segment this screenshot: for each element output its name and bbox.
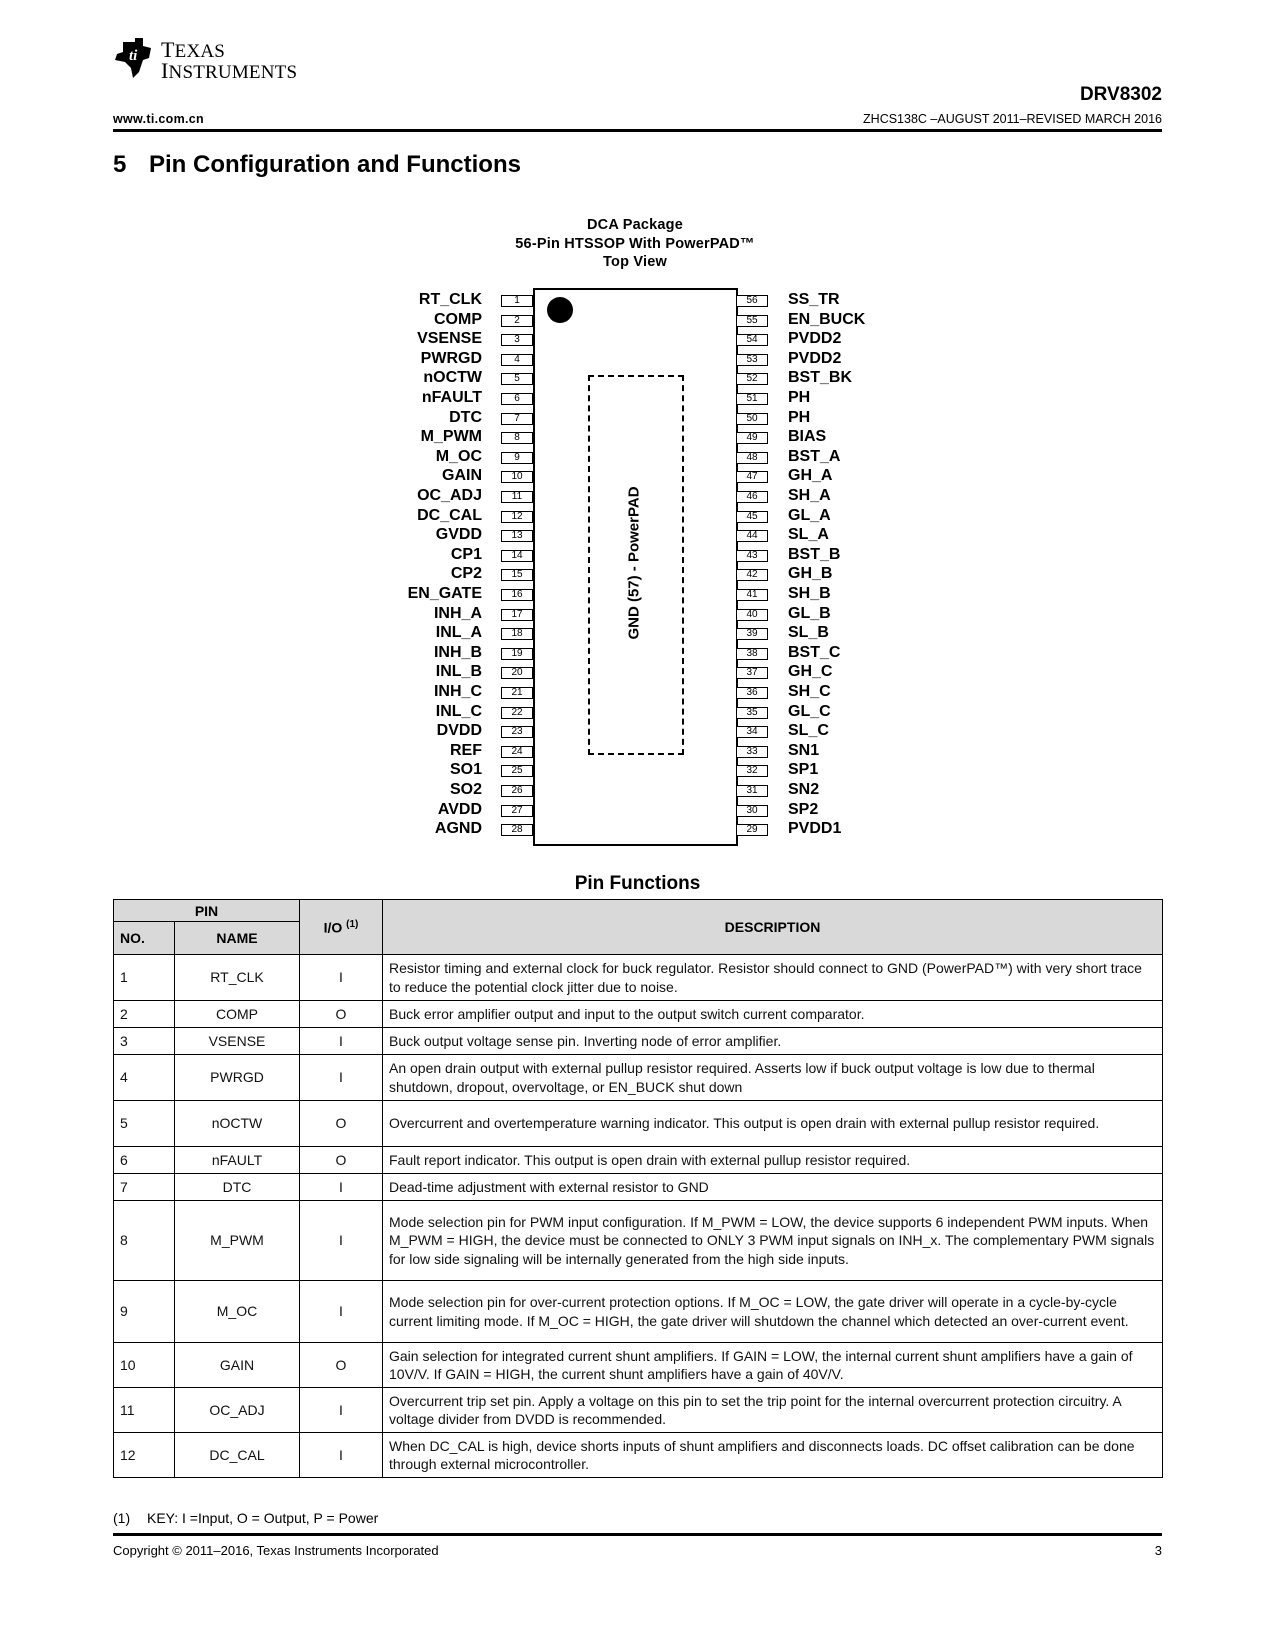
table-row [114,1055,1163,1101]
pin-number-box: 48 [736,452,768,464]
pin-label: PH [788,389,811,406]
section-heading [113,151,521,179]
cell-io: O [300,1147,383,1174]
cell-io: I [300,1174,383,1201]
pin-label: AVDD [437,800,482,818]
cell-name: VSENSE [175,1028,300,1055]
pin-label: SO2 [449,781,482,798]
cell-no: 3 [114,1028,175,1055]
pin-number-box: 52 [736,373,768,385]
pin-label: SN2 [788,781,820,798]
pin-number-box: 16 [501,589,533,601]
pin-label: GL_A [788,506,831,524]
pin-number-box: 34 [736,726,768,738]
pin-number-box: 6 [501,393,533,405]
table-row [114,1028,1163,1055]
table-title: Pin Functions [574,873,701,894]
pin-label: INL_A [435,624,482,642]
cell-io: I [300,1201,383,1281]
cell-io: I [300,955,383,1001]
cell-no: 12 [114,1433,175,1478]
pin-number-box: 30 [736,805,768,817]
pin-number-box: 20 [501,667,533,679]
pin-label: CP2 [450,565,482,583]
pin-number-box: 13 [501,530,533,542]
pin-number-box: 22 [501,707,533,719]
pin-label: EN_GATE [407,585,482,602]
site-url-link[interactable]: www.ti.com.cn [113,112,204,126]
part-number: DRV8302 [1079,84,1162,105]
header-io: I/O $^{(1)}$ [300,900,383,955]
cell-no: 9 [114,1281,175,1343]
pin-label: SH_C [788,683,831,700]
pin-number-box: 46 [736,491,768,503]
pin-number-box: 32 [736,765,768,777]
pin-functions-table [113,899,1163,1478]
copyright: Copyright © 2011–2016, Texas Instruments Incorporated [113,1543,439,1558]
pin-label: BST_C [788,643,841,661]
pin-label: EN_BUCK [788,310,866,328]
cell-name: OC_ADJ [175,1388,300,1433]
table-row [114,1433,1163,1478]
pin-number-box: 1 [501,295,533,307]
footer-divider [113,1533,1162,1536]
cell-io: I [300,1055,383,1101]
pin-label: SL_C [788,722,829,740]
cell-io: I [300,1281,383,1343]
pin-number-box: 5 [501,373,533,385]
pin-number-box: 8 [501,432,533,444]
pin-number-box: 10 [501,471,533,483]
pin-label: DC_CAL [417,506,482,524]
pin-label: SL_A [788,526,829,544]
cell-no: 4 [114,1055,175,1101]
table-row [114,1101,1163,1147]
pin-label: BST_A [788,447,841,465]
pin-label: PH [788,408,811,426]
cell-io: O [300,1001,383,1028]
pin-number-box: 21 [501,687,533,699]
pin-label: GH_C [788,663,833,681]
pin-number-box: 44 [736,530,768,542]
pin-number-box: 27 [501,805,533,817]
pin-label: SH_A [788,487,831,504]
pin-number-box: 55 [736,315,768,327]
header-description: DESCRIPTION [383,900,1163,955]
cell-io: O [300,1101,383,1147]
cell-name: GAIN [175,1343,300,1388]
cell-no: 8 [114,1201,175,1281]
cell-description: Dead-time adjustment with external resistor to GND [383,1174,1163,1201]
pin-number-box: 23 [501,726,533,738]
pin-label: OC_ADJ [417,487,482,504]
pin-label: BST_BK [788,369,853,387]
cell-no: 5 [114,1101,175,1147]
table-row [114,1201,1163,1281]
pin-label: SN1 [788,741,820,759]
package-caption: DCA Package 56-Pin HTSSOP With PowerPAD™ Top View [515,217,755,270]
pin-label: SO1 [449,761,482,779]
table-row [114,955,1163,1001]
pin-number-box: 26 [501,785,533,797]
pin-label: BIAS [788,428,827,446]
pin-number-box: 37 [736,667,768,679]
cell-description: Resistor timing and external clock for buck regulator. Resistor should connect to GND (PowerPAD™) with very short trace to reduce the potential clock jitter due to noise. [383,955,1163,1001]
pin-number-box: 15 [501,569,533,581]
pin-number-box: 17 [501,609,533,621]
footnote: (1) KEY: I =Input, O = Output, P = Power [113,1510,379,1526]
pin-number-box: 18 [501,628,533,640]
cell-name: nOCTW [175,1101,300,1147]
pin-label: PVDD2 [788,349,842,367]
pin-label: INL_B [435,663,482,681]
header-no: NO. [114,922,175,955]
pin-label: COMP [434,310,482,328]
pin-number-box: 50 [736,413,768,425]
svg-text:ti: ti [129,48,138,64]
pin-number-box: 31 [736,785,768,797]
pin-label: VSENSE [417,330,482,348]
cell-no: 2 [114,1001,175,1028]
pin-label: INH_A [433,604,482,622]
cell-description: When DC_CAL is high, device shorts inputs of shunt amplifiers and disconnects loads. DC offset calibration can be done through external microcontroller. [383,1433,1163,1478]
cell-description: Overcurrent trip set pin. Apply a voltage on this pin to set the trip point for the internal overcurrent protection circuitry. A voltage divider from DVDD is recommended. [383,1388,1163,1433]
cell-description: An open drain output with external pullup resistor required. Asserts low if buck output voltage is low due to thermal shutdown, dropout, overvoltage, or EN_BUCK shut down [383,1055,1163,1101]
pin-label: INH_C [433,683,482,700]
pin-number-box: 29 [736,824,768,836]
pin-number-box: 39 [736,628,768,640]
pin-number-box: 3 [501,334,533,346]
footnote-ref[interactable]: (1) [346,918,359,930]
pin-number-box: 56 [736,295,768,307]
pin-number-box: 28 [501,824,533,836]
pin-label: nOCTW [423,369,482,387]
pin-number-box: 49 [736,432,768,444]
pin-number-box: 33 [736,746,768,758]
pin-number-box: 14 [501,550,533,562]
section-title: Pin Configuration and Functions [149,151,521,178]
cell-name: M_OC [175,1281,300,1343]
pin-number-box: 12 [501,511,533,523]
pin-number-box: 47 [736,471,768,483]
document-id: ZHCS138C –AUGUST 2011–REVISED MARCH 2016 [863,112,1162,126]
pin-number-box: 40 [736,609,768,621]
pin-label: PWRGD [420,349,482,367]
pin-label: DVDD [436,722,482,740]
pin-label: nFAULT [421,389,482,406]
section-number: 5 [113,151,127,178]
pin-label: INL_C [435,702,482,720]
table-row [114,1147,1163,1174]
pin-number-box: 54 [736,334,768,346]
pin-label: SS_TR [788,291,840,308]
pin-number-box: 36 [736,687,768,699]
pin-number-box: 53 [736,354,768,366]
table-row [114,1281,1163,1343]
cell-description: Buck error amplifier output and input to the output switch current comparator. [383,1001,1163,1028]
cell-no: 11 [114,1388,175,1433]
pin1-marker-icon [547,297,573,323]
ti-wordmark: TEXAS INSTRUMENTS [161,37,298,83]
cell-description: Mode selection pin for over-current protection options. If M_OC = LOW, the gate driver will operate in a cycle-by-cycle current limiting mode. If M_OC = HIGH, the gate driver will shutdown the channel which detected an over-current event. [383,1281,1163,1343]
pin-label: GVDD [435,526,482,544]
pin-number-box: 35 [736,707,768,719]
thermal-pad-label: GND (57) - PowerPAD [625,486,643,640]
pin-number-box: 45 [736,511,768,523]
pin-label: PVDD2 [788,330,842,348]
pin-label: GH_B [788,565,833,583]
cell-name: nFAULT [175,1147,300,1174]
cell-description: Mode selection pin for PWM input configuration. If M_PWM = LOW, the device supports 6 independent PWM inputs. When M_PWM = HIGH, the device must be connected to ONLY 3 PWM input signals on INH_x. The complementary PWM signals for low side signaling will be internally generated from the high side inputs. [383,1201,1163,1281]
ti-state-icon [113,36,157,80]
header-divider [113,129,1162,132]
pin-label: AGND [434,820,482,838]
pin-label: SP1 [788,761,819,779]
pin-label: REF [450,741,482,759]
pin-label: SL_B [788,624,829,642]
cell-name: M_PWM [175,1201,300,1281]
pin-label: GL_B [788,604,831,622]
cell-no: 10 [114,1343,175,1388]
cell-no: 6 [114,1147,175,1174]
pin-number-box: 38 [736,648,768,660]
pin-number-box: 4 [501,354,533,366]
table-row [114,1388,1163,1433]
cell-description: Buck output voltage sense pin. Inverting node of error amplifier. [383,1028,1163,1055]
pin-number-box: 42 [736,569,768,581]
pin-number-box: 11 [501,491,533,503]
pin-label: M_PWM [420,428,482,446]
cell-name: PWRGD [175,1055,300,1101]
cell-name: DTC [175,1174,300,1201]
pin-number-box: 9 [501,452,533,464]
pin-number-box: 24 [501,746,533,758]
cell-io: I [300,1433,383,1478]
pin-label: PVDD1 [788,820,842,838]
pin-number-box: 25 [501,765,533,777]
pin-label: SP2 [788,800,819,818]
cell-no: 7 [114,1174,175,1201]
table-row [114,1343,1163,1388]
cell-io: I [300,1388,383,1433]
cell-description: Fault report indicator. This output is open drain with external pullup resistor required. [383,1147,1163,1174]
pin-label: INH_B [433,643,482,661]
pin-label: RT_CLK [418,291,482,308]
table-row [114,1174,1163,1201]
pin-label: SH_B [788,585,831,602]
pin-label: GL_C [788,702,831,720]
pin-number-box: 7 [501,413,533,425]
pin-number-box: 19 [501,648,533,660]
cell-description: Gain selection for integrated current shunt amplifiers. If GAIN = LOW, the internal current shunt amplifiers have a gain of 10V/V. If GAIN = HIGH, the current shunt amplifiers have a gain of 40V/V. [383,1343,1163,1388]
cell-io: I [300,1028,383,1055]
pin-label: BST_B [788,545,841,563]
ti-logo [113,36,313,86]
pin-label: CP1 [450,545,482,563]
pin-number-box: 2 [501,315,533,327]
pin-label: M_OC [435,447,482,465]
cell-io: O [300,1343,383,1388]
cell-name: COMP [175,1001,300,1028]
header-pin: PIN [114,900,300,922]
cell-name: RT_CLK [175,955,300,1001]
cell-name: DC_CAL [175,1433,300,1478]
page-number: 3 [1154,1543,1162,1558]
pin-number-box: 51 [736,393,768,405]
pin-number-box: 43 [736,550,768,562]
pin-label: GH_A [788,467,833,485]
pin-label: GAIN [442,467,482,485]
table-row [114,1001,1163,1028]
pin-number-box: 41 [736,589,768,601]
cell-description: Overcurrent and overtemperature warning indicator. This output is open drain with external pullup resistor required. [383,1101,1163,1147]
cell-no: 1 [114,955,175,1001]
pin-label: DTC [449,408,482,426]
header-name: NAME [175,922,300,955]
